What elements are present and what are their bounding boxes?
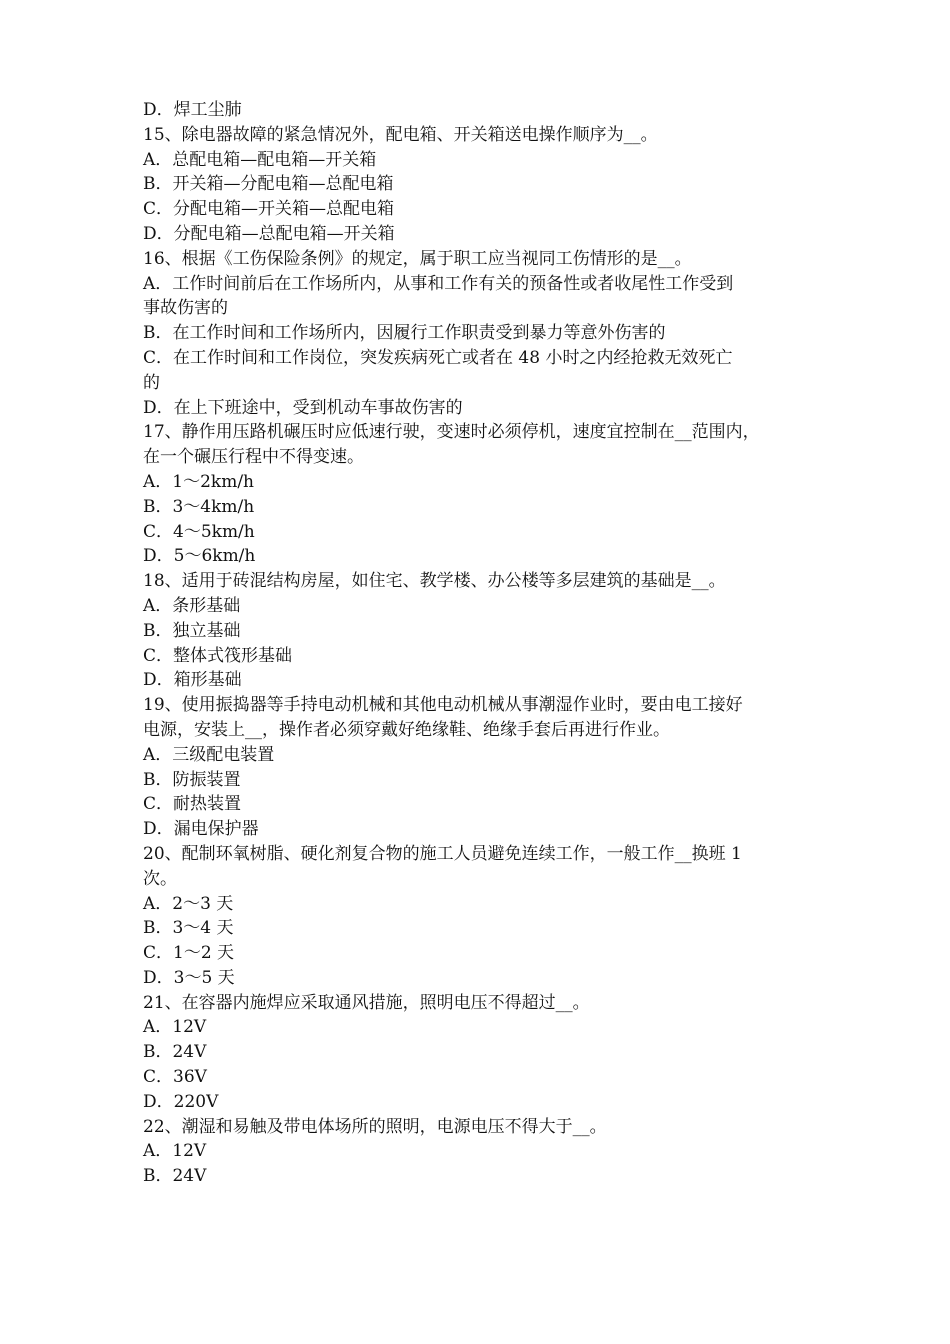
question-18: 18、适用于砖混结构房屋，如住宅、教学楼、办公楼等多层建筑的基础是__。 bbox=[143, 571, 726, 592]
answer-option-d: D．分配电箱—总配电箱—开关箱 bbox=[143, 223, 395, 244]
question-17: 17、静作用压路机碾压时应低速行驶，变速时必须停机，速度宜控制在__范围内， bbox=[143, 422, 760, 443]
answer-option-c: C．在工作时间和工作岗位，突发疾病死亡或者在 48 小时之内经抢救无效死亡 bbox=[143, 347, 733, 368]
answer-option-d: D．220V bbox=[143, 1091, 219, 1112]
answer-option-a: A．工作时间前后在工作场所内，从事和工作有关的预备性或者收尾性工作受到 bbox=[143, 273, 734, 294]
question-19: 19、使用振捣器等手持电动机械和其他电动机械从事潮湿作业时，要由电工接好 bbox=[143, 695, 743, 716]
answer-option-d: D．焊工尘肺 bbox=[143, 100, 242, 120]
question-20: 20、配制环氧树脂、硬化剂复合物的施工人员避免连续工作，一般工作__换班 1 bbox=[143, 843, 742, 864]
answer-option-a: A．1～2km/h bbox=[143, 471, 255, 492]
answer-option-b: B．防振装置 bbox=[143, 769, 241, 790]
answer-option-b: B．3～4km/h bbox=[143, 496, 255, 517]
answer-option-d: D．漏电保护器 bbox=[143, 819, 259, 840]
answer-option-c: C．耐热装置 bbox=[143, 794, 242, 815]
answer-option-d: D．在上下班途中，受到机动车事故伤害的 bbox=[143, 397, 463, 418]
answer-option-d: D．5～6km/h bbox=[143, 546, 256, 567]
answer-option-c-continued: 的 bbox=[143, 372, 160, 393]
answer-option-b: B．3～4 天 bbox=[143, 918, 234, 939]
answer-option-c: C．整体式筏形基础 bbox=[143, 645, 293, 666]
answer-option-a: A．12V bbox=[143, 1141, 207, 1162]
answer-option-a-continued: 事故伤害的 bbox=[143, 298, 228, 319]
answer-option-a: A．12V bbox=[143, 1017, 207, 1038]
answer-option-a: A．条形基础 bbox=[143, 595, 241, 616]
question-20-continued: 次。 bbox=[143, 868, 177, 889]
answer-option-c: C．1～2 天 bbox=[143, 943, 235, 964]
answer-option-a: A．总配电箱—配电箱—开关箱 bbox=[143, 149, 377, 170]
question-16: 16、根据《工伤保险条例》的规定，属于职工应当视同工伤情形的是__。 bbox=[143, 248, 692, 269]
answer-option-c: C．36V bbox=[143, 1067, 207, 1088]
question-19-continued: 电源，安装上__，操作者必须穿戴好绝缘鞋、绝缘手套后再进行作业。 bbox=[143, 719, 670, 740]
answer-option-a: A．三级配电装置 bbox=[143, 744, 275, 765]
answer-option-b: B．独立基础 bbox=[143, 620, 241, 641]
answer-option-b: B．在工作时间和工作场所内，因履行工作职责受到暴力等意外伤害的 bbox=[143, 323, 666, 344]
answer-option-d: D．箱形基础 bbox=[143, 670, 242, 691]
answer-option-c: C．4～5km/h bbox=[143, 521, 255, 542]
answer-option-c: C．分配电箱—开关箱—总配电箱 bbox=[143, 199, 395, 220]
question-17-continued: 在一个碾压行程中不得变速。 bbox=[143, 447, 364, 468]
question-22: 22、潮湿和易触及带电体场所的照明，电源电压不得大于__。 bbox=[143, 1116, 607, 1137]
question-21: 21、在容器内施焊应采取通风措施，照明电压不得超过__。 bbox=[143, 992, 590, 1013]
answer-option-b: B．开关箱—分配电箱—总配电箱 bbox=[143, 174, 394, 195]
answer-option-a: A．2～3 天 bbox=[143, 893, 234, 914]
question-text-block bbox=[143, 98, 813, 1189]
question-15: 15、除电器故障的紧急情况外，配电箱、开关箱送电操作顺序为__。 bbox=[143, 124, 658, 145]
answer-option-b: B．24V bbox=[143, 1042, 207, 1063]
answer-option-b: B．24V bbox=[143, 1166, 207, 1187]
answer-option-d: D．3～5 天 bbox=[143, 967, 235, 988]
